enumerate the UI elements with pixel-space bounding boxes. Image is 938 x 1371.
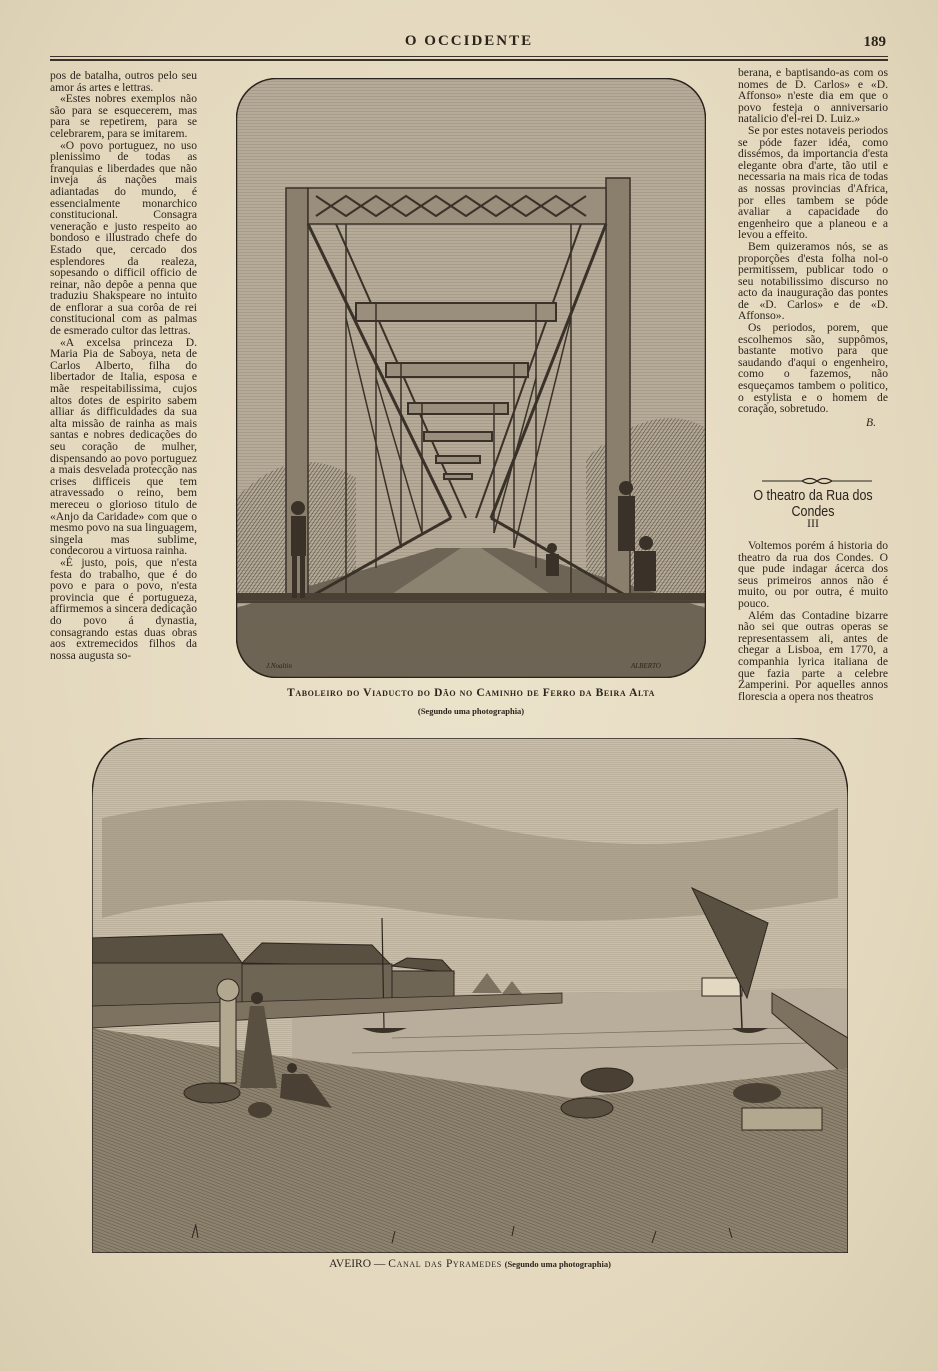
paragraph: Voltemos porém á historia do theatro da rua dos Condes. O que pude indagar ácerca dos seus primeiros annos não é muito, ou por outra, é muito pouco. [738, 539, 888, 610]
section-number: III [807, 516, 819, 530]
ornament-divider [762, 476, 872, 486]
author-signature: B. [866, 415, 876, 429]
paragraph: «O povo portuguez, no uso plenissimo de todas as franquias e liberdades que não inveja ás nações mais adiantadas do mundo, é essencialmente monarchico constitucional. Consagra veneração e justo respeito ao bondoso e illustrado chefe do Estado que, cercado dos esplendores da realeza, sopesando o difficil officio de reinar, não depôe a penna que traduziu Shakspeare no intuito de enflorar a sua corôa de rei constitucional com as palmas de esmerado cultor das lettras. [50, 138, 197, 338]
right-text-column-lower [738, 540, 888, 702]
figure-caption [92, 1258, 848, 1270]
paragraph: «É justo, pois, que n'esta festa do trabalho, que é do povo e para o povo, n'esta provincia que é portugueza, affirmemos a sincera dedicação do povo á dynastia, consagrando estas duas obras aos extremecidos filhos da nossa augusta so- [50, 555, 197, 662]
artist-credit: ALBERTO [631, 662, 661, 670]
viaduct-engraving [236, 78, 706, 678]
caption-text: Canal das Pyramedes [388, 1258, 502, 1270]
paragraph: Bem quizeramos nós, se as proporções d'esta folha nol-o permitissem, publicar todo o seu notabilissimo discurso no acto da inauguração das pontes de «D. Carlos» e de «D. Affonso». [738, 239, 888, 323]
paragraph: Os periodos, porem, que escolhemos são, suppômos, bastante motivo para que saudando d'aqui o engenheiro, como o fazemos, não esqueçamos tambem o politico, o estylista e o homem de coração, sobretudo. [738, 321, 888, 416]
paragraph: «Estes nobres exemplos não são para se esquecerem, mas para se repetirem, para se celebrarem, para se imitarem. [50, 92, 197, 140]
figure-subcaption: (Segundo uma photographia) [417, 706, 525, 716]
left-text-column [50, 70, 197, 661]
page-title: O OCCIDENTE [404, 33, 534, 49]
paragraph: Além das Contadine bizarre não sei que outras operas se representassem ali, antes de chegar a Lisboa, em 1770, a companhia lyrica italiana de que fazia parte a celebre Zamperini. Por aquelles annos florescia a opera nos theatros [738, 608, 888, 703]
figure-subcaption: (Segundo uma photographia) [504, 1259, 611, 1269]
paragraph: «A excelsa princeza D. Maria Pia de Saboya, neta de Carlos Alberto, filha do libertador de Italia, esposa e mãe respeitabilissima, cujos altos dotes de espirito sabem alliar ás difficuldades da sua alta missão de rainha as mais santas e nobres dedicações do seu coração de mulher, dispensando ao povo portuguez a mais desvelada protecção nas crises difficeis que tem atravessado o reino, bem mereceu o glorioso titulo de «Anjo da Caridade» com que o mesmo povo na sua linguagem, singela mas sublime, condecorou a virtuosa rainha. [50, 335, 197, 558]
engraver-credit: J.Noaltin [266, 662, 292, 670]
page-number: 189 [863, 34, 886, 50]
header-rule [50, 56, 888, 57]
caption-dash: — [371, 1258, 389, 1270]
figure-caption: Taboleiro do Viaducto do Dão no Caminho de Ferro da Beira Alta [287, 687, 655, 699]
paragraph: pos de batalha, outros pelo seu amor ás artes e lettras. [50, 69, 197, 94]
header-rule-thick [50, 59, 888, 61]
right-text-column [738, 67, 888, 428]
section-heading: O theatro da Rua dos Condes [753, 488, 873, 520]
caption-place: AVEIRO [329, 1258, 372, 1270]
aveiro-canal-engraving [92, 738, 848, 1253]
paragraph: berana, e baptisando-as com os nomes de D. Carlos» e «D. Affonso» n'este dia em que o povo festeja o anniversario natalicio d'el-rei D. Luiz.» [738, 66, 888, 126]
paragraph: Se por estes notaveis periodos se póde fazer idéa, como dissémos, da importancia d'esta elegante obra d'arte, tão util e necessaria na mais rica de todas as nossas provincias d'Africa, por elles tambem se póde avaliar a capacidade do engenheiro que a planeou e a levou a effeito. [738, 123, 888, 242]
